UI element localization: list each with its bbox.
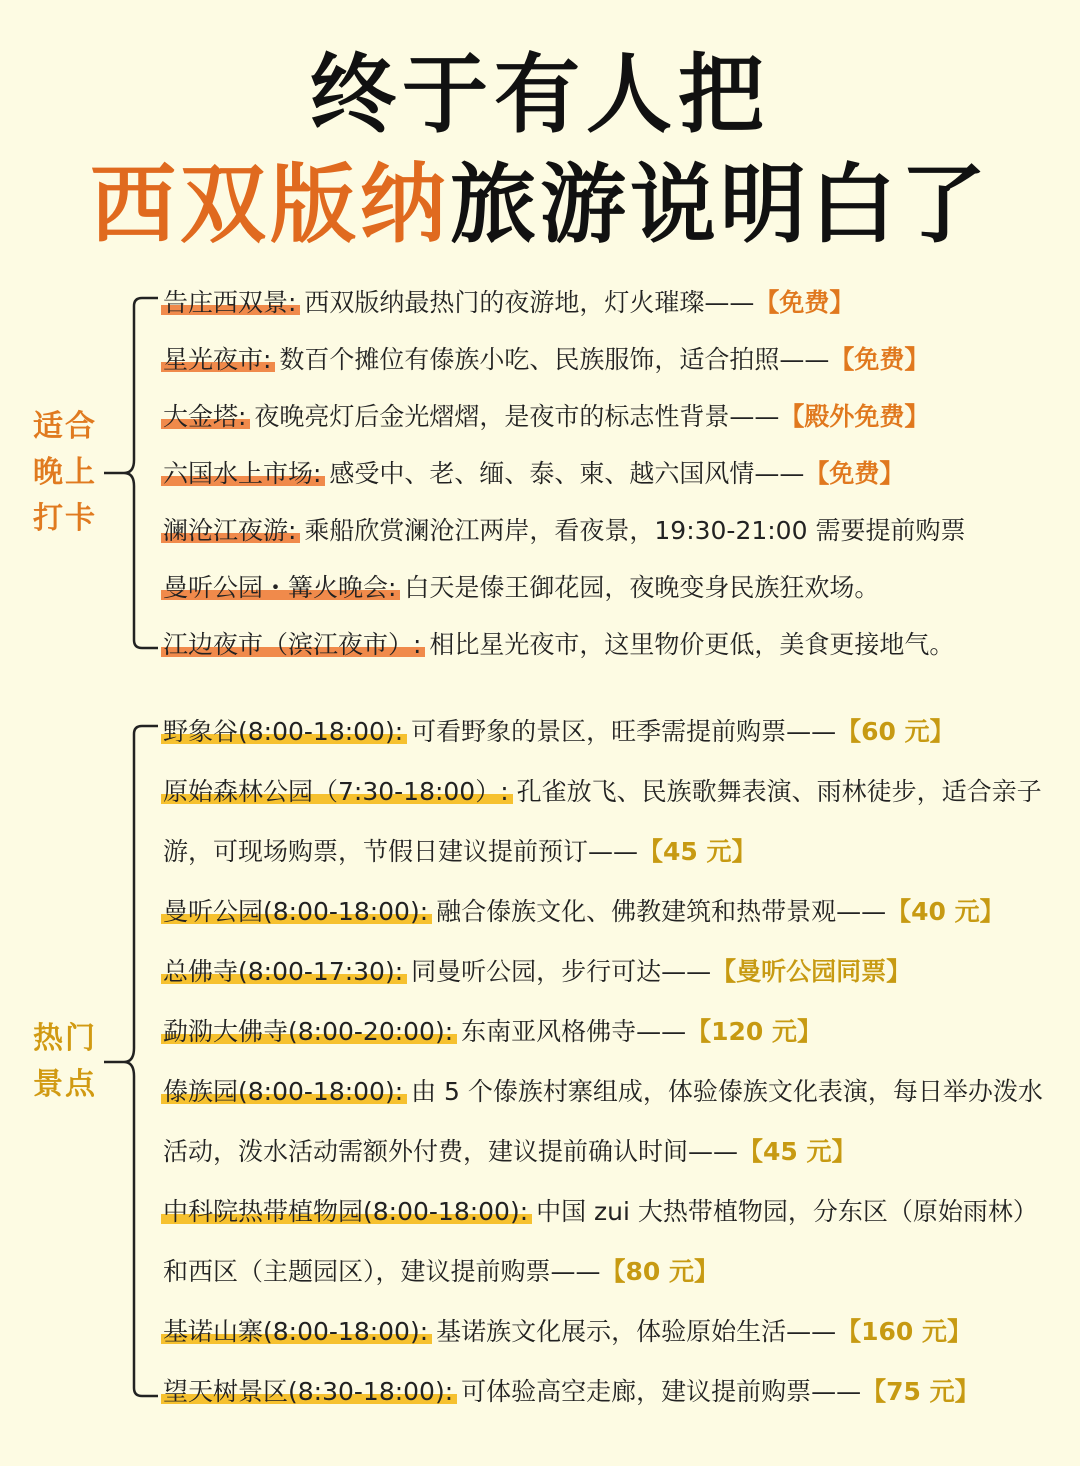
title-line-2 bbox=[0, 150, 1080, 260]
item-desc: 西双版纳最热门的夜游地，灯火璀璨—— bbox=[296, 288, 755, 317]
item-key: 中科院热带植物园(8:00-18:00): bbox=[163, 1197, 529, 1226]
item-desc: 同曼听公园，步行可达—— bbox=[403, 957, 712, 986]
item-key: 六国水上市场: bbox=[163, 459, 322, 488]
list-item bbox=[163, 702, 1052, 762]
item-price: 【免费】 bbox=[829, 345, 930, 374]
brace-icon bbox=[100, 290, 162, 656]
section-label bbox=[33, 404, 103, 542]
item-price: 【75 元】 bbox=[861, 1377, 980, 1406]
item-desc: 感受中、老、缅、泰、柬、越六国风情—— bbox=[321, 459, 805, 488]
item-price: 【45 元】 bbox=[738, 1137, 857, 1166]
item-desc: 基诺族文化展示，体验原始生活—— bbox=[428, 1317, 837, 1346]
item-desc: 孔雀放飞、民族歌舞表演、雨林徒步，适合亲子游，可现场购票，节假日建议提前预订—— bbox=[163, 777, 1042, 866]
list-item bbox=[163, 387, 1052, 447]
list-item bbox=[163, 501, 1052, 561]
item-key: 总佛寺(8:00-17:30): bbox=[163, 957, 404, 986]
list-item bbox=[163, 1302, 1052, 1362]
list-item bbox=[163, 762, 1052, 882]
item-desc: 数百个摊位有傣族小吃、民族服饰，适合拍照—— bbox=[271, 345, 830, 374]
item-key: 傣族园(8:00-18:00): bbox=[163, 1077, 404, 1106]
list-item bbox=[163, 882, 1052, 942]
section-label-line: 景点 bbox=[33, 1067, 97, 1102]
item-price: 【免费】 bbox=[754, 288, 855, 317]
list-item bbox=[163, 444, 1052, 504]
item-key: 星光夜市: bbox=[163, 345, 272, 374]
list-item bbox=[163, 330, 1052, 390]
item-price: 【80 元】 bbox=[600, 1257, 720, 1286]
item-desc: 乘船欣赏澜沧江两岸，看夜景，19:30-21:00 需要提前购票 bbox=[296, 516, 966, 545]
item-key: 曼听公园(8:00-18:00): bbox=[163, 897, 429, 926]
section-label-line: 热门 bbox=[33, 1021, 97, 1056]
item-key: 勐泐大佛寺(8:00-20:00): bbox=[163, 1017, 454, 1046]
item-desc: 夜晚亮灯后金光熠熠，是夜市的标志性背景—— bbox=[246, 402, 780, 431]
item-price: 【120 元】 bbox=[686, 1017, 822, 1046]
item-price: 【殿外免费】 bbox=[779, 402, 930, 431]
item-price: 【160 元】 bbox=[836, 1317, 972, 1346]
item-key: 曼听公园・篝火晚会: bbox=[163, 573, 397, 602]
list-item bbox=[163, 1002, 1052, 1062]
item-desc: 东南亚风格佛寺—— bbox=[453, 1017, 687, 1046]
title-rest: 旅游说明白了 bbox=[450, 155, 990, 255]
item-desc: 由 5 个傣族村寨组成，体验傣族文化表演，每日举办泼水活动，泼水活动需额外付费，建议提前确认时间—— bbox=[163, 1077, 1043, 1166]
title-line-1: 终于有人把 bbox=[310, 45, 770, 145]
item-key: 江边夜市（滨江夜市）: bbox=[163, 630, 422, 659]
item-key: 原始森林公园（7:30-18:00）: bbox=[163, 777, 509, 806]
item-price: 【免费】 bbox=[804, 459, 905, 488]
section-label-line: 适合 bbox=[33, 409, 97, 444]
item-desc: 中国 zui 大热带植物园，分东区（原始雨林）和西区（主题园区），建议提前购票—— bbox=[163, 1197, 1038, 1286]
item-desc: 相比星光夜市，这里物价更低，美食更接地气。 bbox=[421, 630, 955, 659]
item-key: 基诺山寨(8:00-18:00): bbox=[163, 1317, 429, 1346]
item-price: 【60 元】 bbox=[836, 717, 955, 746]
list-item bbox=[163, 273, 1052, 333]
list-item bbox=[163, 942, 1052, 1002]
item-key: 澜沧江夜游: bbox=[163, 516, 297, 545]
list-item bbox=[163, 1362, 1052, 1422]
item-key: 野象谷(8:00-18:00): bbox=[163, 717, 404, 746]
item-price: 【45 元】 bbox=[638, 837, 757, 866]
item-desc: 白天是傣王御花园，夜晚变身民族狂欢场。 bbox=[396, 573, 880, 602]
section-label-line: 晚上 bbox=[33, 455, 97, 490]
section-label bbox=[33, 1016, 103, 1108]
list-item bbox=[163, 1062, 1052, 1182]
item-key: 大金塔: bbox=[163, 402, 247, 431]
section-label-line: 打卡 bbox=[33, 501, 97, 536]
item-price: 【40 元】 bbox=[886, 897, 1005, 926]
item-desc: 融合傣族文化、佛教建筑和热带景观—— bbox=[428, 897, 887, 926]
title-accent: 西双版纳 bbox=[90, 155, 450, 255]
item-key: 望天树景区(8:30-18:00): bbox=[163, 1377, 454, 1406]
item-key: 告庄西双景: bbox=[163, 288, 297, 317]
item-desc: 可看野象的景区，旺季需提前购票—— bbox=[403, 717, 837, 746]
item-desc: 可体验高空走廊，建议提前购票—— bbox=[453, 1377, 862, 1406]
item-price: 【曼听公园同票】 bbox=[711, 957, 912, 986]
list-item bbox=[163, 558, 1052, 618]
brace-icon bbox=[100, 718, 162, 1404]
list-item bbox=[163, 1182, 1052, 1302]
list-item bbox=[163, 615, 1052, 675]
